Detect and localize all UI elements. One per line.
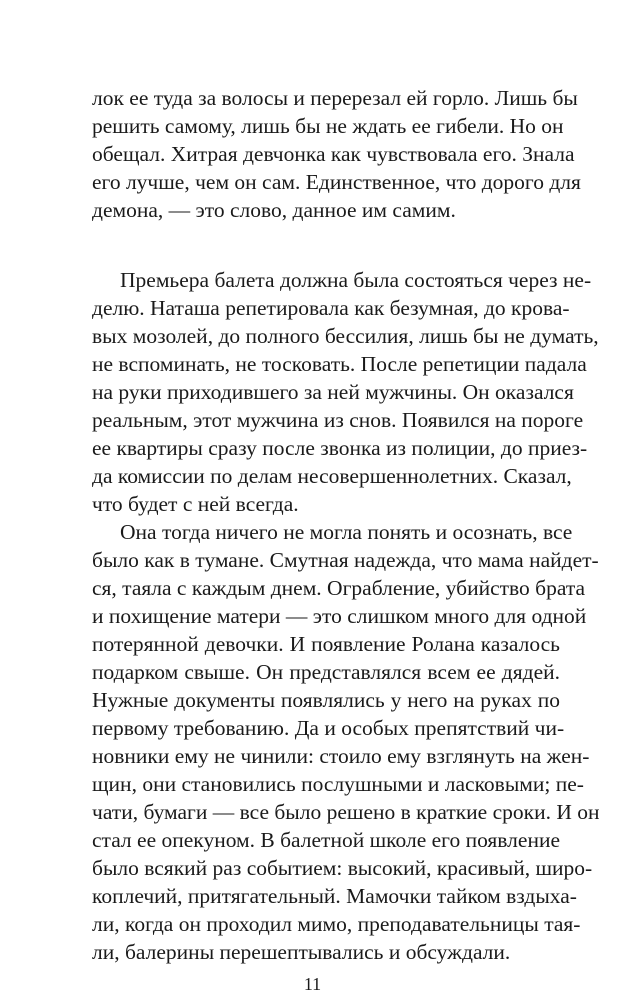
text-line: щин, они становились послушными и ласковыми; пе- [92,772,584,796]
text-line: было как в тумане. Смутная надежда, что мама найдет- [92,548,599,572]
text-line: коплечий, притягательный. Мамочки тайком вздыха- [92,884,577,908]
text-line: Премьера балета должна была состояться через не- [120,268,592,292]
text-line: лок ее туда за волосы и перерезал ей горло. Лишь бы [92,86,578,110]
text-line: реальным, этот мужчина из снов. Появился на пороге [92,408,584,432]
text-line: демона, — это слово, данное им самим. [92,198,456,222]
text-line: ся, таяла с каждым днем. Ограбление, убийство брата [92,576,586,600]
text-line: делю. Наташа репетировала как безумная, до крова- [92,296,570,320]
text-line: ли, балерины перешептывались и обсуждали. [92,940,511,964]
text-line: обещал. Хитрая девчонка как чувствовала его. Знала [92,142,575,166]
text-line: потерянной девочки. И появление Ролана казалось [92,632,560,656]
text-line: его лучше, чем он сам. Единственное, что дорого для [92,170,581,194]
text-line: Она тогда ничего не могла понять и осознать, все [120,520,573,544]
text-line: Нужные документы появлялись у него на руках по [92,688,560,712]
text-line: не вспоминать, не тосковать. После репетиции падала [92,352,587,376]
text-line: чати, бумаги — все было решено в краткие сроки. И он [92,800,600,824]
page-number: 11 [303,974,322,994]
text-line: первому требованию. Да и особых препятствий чи- [92,716,565,740]
text-line: что будет с ней всегда. [92,492,299,516]
text-line: ее квартиры сразу после звонка из полиции, до приез- [92,436,588,460]
text-line: новники ему не чинили: стоило ему взглянуть на жен- [92,744,590,768]
text-line: ли, когда он проходил мимо, преподавательницы тая- [92,912,581,936]
text-line: подарком свыше. Он представлялся всем ее дядей. [92,660,560,684]
text-line: решить самому, лишь бы не ждать ее гибели. Но он [92,114,564,138]
text-line: было всякий раз событием: высокий, красивый, широ- [92,856,593,880]
text-line: и похищение матери — это слишком много для одной [92,604,587,628]
text-line: вых мозолей, до полного бессилия, лишь бы не думать, [92,324,599,348]
text-line: да комиссии по делам несовершеннолетних. Сказал, [92,464,572,488]
text-line: на руки приходившего за ней мужчины. Он оказался [92,380,574,404]
text-line: стал ее опекуном. В балетной школе его появление [92,828,560,852]
